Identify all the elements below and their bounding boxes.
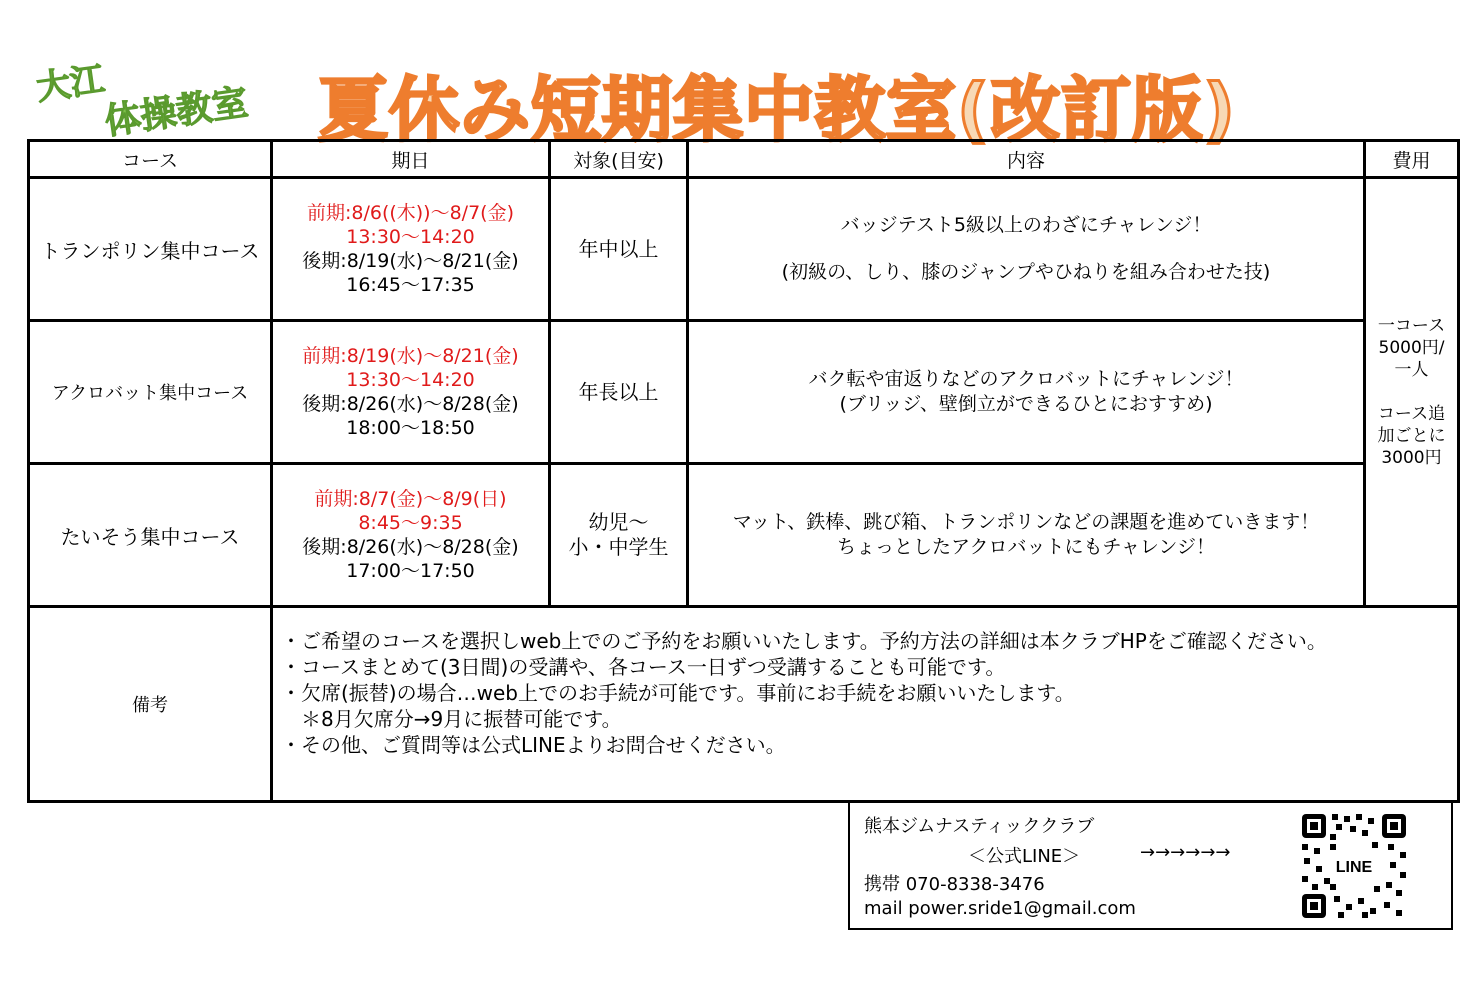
- second-time: 18:00～18:50: [346, 417, 475, 439]
- header-date: 期日: [272, 141, 550, 178]
- first-time: 8:45～9:35: [358, 512, 463, 534]
- second-time: 17:00～17:50: [346, 560, 475, 582]
- header-content: 内容: [688, 141, 1365, 178]
- table-row: [29, 178, 1459, 321]
- second-period: 後期:8/19(水)～8/21(金): [302, 250, 519, 272]
- target-line: 小・中学生: [568, 535, 669, 559]
- fee-cell: [1365, 178, 1459, 607]
- arrows-to-qr: →→→→→→: [1140, 842, 1231, 863]
- qr-line-label: LINE: [1335, 859, 1373, 876]
- course-target: [550, 464, 688, 607]
- course-content: [688, 464, 1365, 607]
- page-title: 夏休み短期集中教室(改訂版): [318, 69, 1236, 151]
- note-line: ・コースまとめて(3日間)の受講や、各コース一日ずつ受講することも可能です。: [281, 655, 1006, 679]
- contact-box: [848, 800, 1453, 930]
- course-name: アクロバット集中コース: [29, 321, 272, 464]
- notes-row: [29, 607, 1459, 802]
- notes-label: 備考: [29, 607, 272, 802]
- header-target: 対象(目安): [550, 141, 688, 178]
- content-line: バク転や宙返りなどのアクロバットにチャレンジ！: [808, 368, 1244, 390]
- table-row: [29, 464, 1459, 607]
- fee-line: 3000円: [1381, 448, 1442, 468]
- content-line: ちょっとしたアクロバットにもチャレンジ！: [837, 536, 1215, 558]
- note-line: ・ご希望のコースを選択しweb上でのご予約をお願いいたします。予約方法の詳細は本クラブHPをご確認ください。: [281, 629, 1327, 653]
- course-dates: [272, 464, 550, 607]
- first-period: 前期:8/7(金)～8/9(日): [314, 488, 507, 510]
- second-period: 後期:8/26(水)～8/28(金): [302, 536, 519, 558]
- logo-text-school: 体操教室: [102, 82, 251, 143]
- email-address: mail power.sride1@gmail.com: [864, 898, 1136, 919]
- notes-cell: [272, 607, 1459, 802]
- note-line: ・欠席(振替)の場合…web上でのお手続が可能です。事前にお手続をお願いいたします。: [281, 681, 1075, 705]
- content-line: (ブリッジ、壁倒立ができるひとにおすすめ): [839, 393, 1213, 415]
- first-time: 13:30～14:20: [346, 369, 475, 391]
- logo-text-oe: 大江: [34, 59, 107, 109]
- second-period: 後期:8/26(水)～8/28(金): [302, 393, 519, 415]
- course-name: トランポリン集中コース: [29, 178, 272, 321]
- course-target: 年長以上: [550, 321, 688, 464]
- course-content: [688, 178, 1365, 321]
- fee-line: 加ごとに: [1377, 426, 1446, 446]
- note-line: ・その他、ご質問等は公式LINEよりお問合せください。: [281, 733, 786, 757]
- phone-number: 携帯 070-8338-3476: [864, 874, 1045, 895]
- fee-line: 一人: [1394, 360, 1429, 380]
- course-name: たいそう集中コース: [29, 464, 272, 607]
- first-time: 13:30～14:20: [346, 226, 475, 248]
- header-fee: 費用: [1365, 141, 1459, 178]
- course-target: 年中以上: [550, 178, 688, 321]
- line-official-label: ＜公式LINE＞: [968, 846, 1081, 867]
- fee-line: 5000円/: [1378, 338, 1445, 358]
- content-line: マット、鉄棒、跳び箱、トランポリンなどの課題を進めていきます！: [732, 511, 1320, 533]
- header-course: コース: [29, 141, 272, 178]
- course-dates: [272, 178, 550, 321]
- table-row: [29, 321, 1459, 464]
- club-name: 熊本ジムナスティッククラブ: [864, 816, 1095, 837]
- fee-line: 一コース: [1377, 316, 1446, 336]
- schedule-table: [27, 139, 1460, 803]
- second-time: 16:45～17:35: [346, 274, 475, 296]
- course-dates: [272, 321, 550, 464]
- content-line: バッジテスト5級以上のわざにチャレンジ！: [840, 214, 1212, 236]
- fee-line: コース追: [1377, 404, 1446, 424]
- first-period: 前期:8/19(水)～8/21(金): [302, 345, 519, 367]
- table-header-row: [29, 141, 1459, 178]
- content-line: (初級の、しり、膝のジャンプやひねりを組み合わせた技): [781, 261, 1271, 283]
- note-line: ＊8月欠席分→9月に振替可能です。: [281, 707, 622, 731]
- course-content: [688, 321, 1365, 464]
- target-line: 幼児～: [588, 510, 649, 534]
- line-qr-code-icon[interactable]: [1300, 812, 1408, 920]
- first-period: 前期:8/6((木))～8/7(金): [306, 202, 515, 224]
